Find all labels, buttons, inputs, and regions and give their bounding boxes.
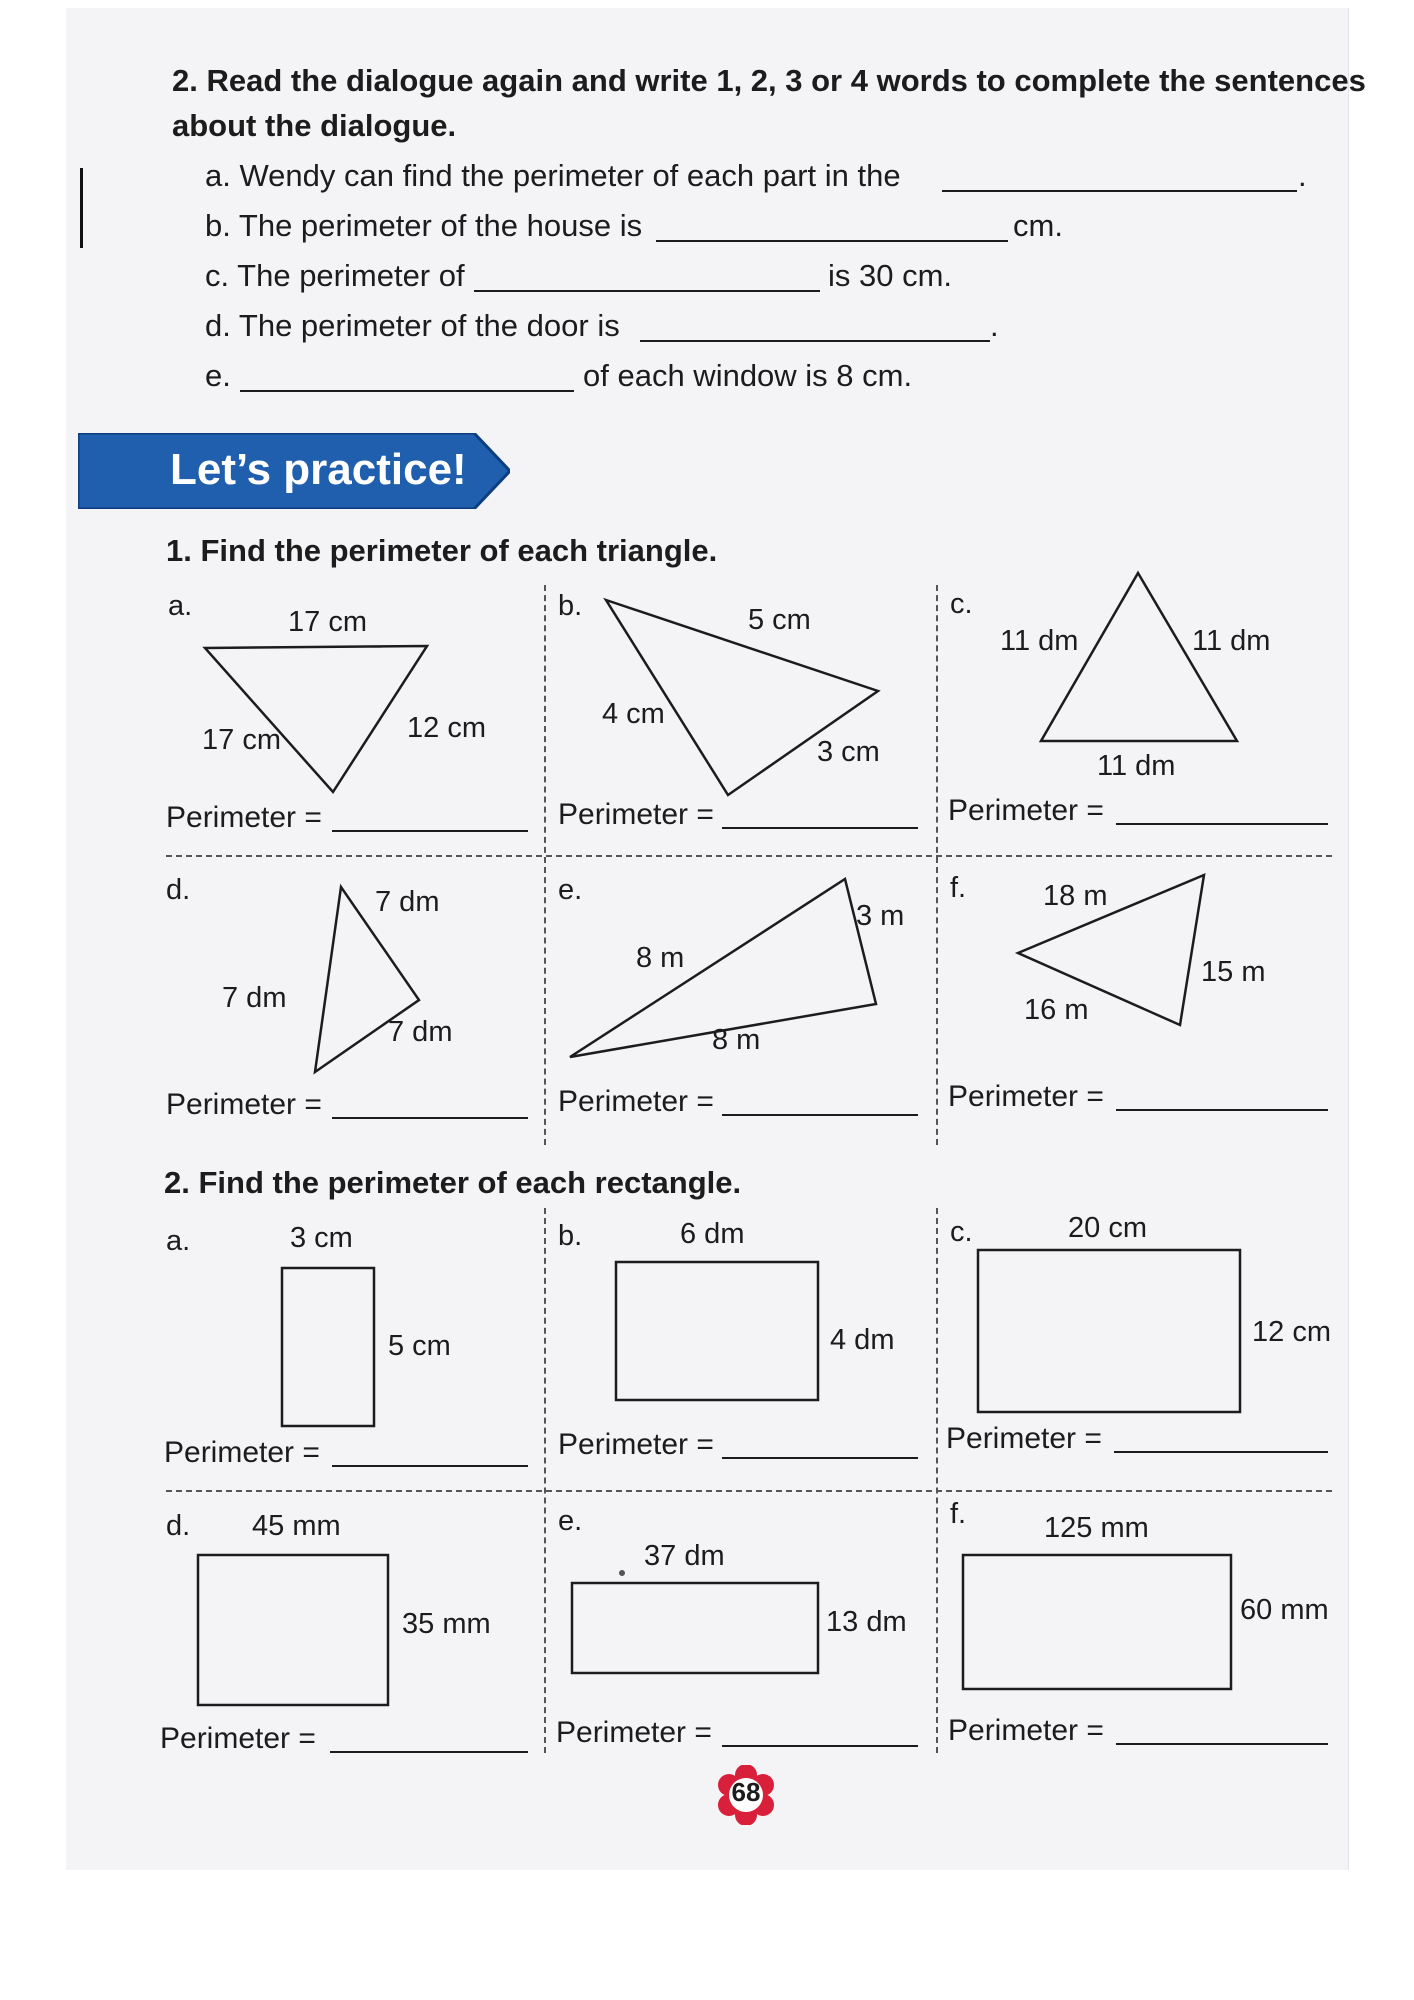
triangle-b-side-right: 3 cm [817, 736, 880, 768]
rectangle-e-letter: e. [558, 1505, 583, 1537]
rectangle-b-width: 6 dm [680, 1218, 745, 1250]
rectangle-e-perimeter-label: Perimeter = [556, 1716, 712, 1749]
triangle-b-side-left: 4 cm [602, 698, 665, 730]
triangle-a-perimeter-label: Perimeter = [166, 801, 322, 834]
triangle-c-side-right: 11 dm [1192, 625, 1271, 657]
rectangle-e-height: 13 dm [826, 1606, 907, 1638]
triangle-d-side-right: 7 dm [388, 1016, 453, 1048]
triangle-a-side-right: 12 cm [407, 712, 486, 744]
triangle-a-side-left: 17 cm [202, 724, 281, 756]
triangle-c-side-bottom: 11 dm [1097, 750, 1176, 782]
sentence-b-end: cm. [1013, 208, 1063, 243]
sentence-b-text: b. The perimeter of the house is [205, 208, 643, 243]
triangle-d-side-top: 7 dm [375, 886, 440, 918]
rectangle-f-height: 60 mm [1240, 1594, 1329, 1626]
triangle-f-perimeter-label: Perimeter = [948, 1080, 1104, 1113]
rectangle-e-width: 37 dm [644, 1540, 725, 1572]
sentence-e-text: e. [205, 358, 231, 393]
rectangle-a-answer[interactable] [332, 1465, 528, 1467]
triangle-e-side-top: 8 m [636, 942, 685, 974]
rectangle-b-letter: b. [558, 1220, 583, 1252]
triangle-e-letter: e. [558, 874, 583, 906]
practice1-title: 1. Find the perimeter of each triangle. [166, 533, 718, 568]
rectangle-a-width: 3 cm [290, 1222, 353, 1254]
triangle-a-letter: a. [168, 590, 193, 622]
rectangle-d-perimeter-label: Perimeter = [160, 1722, 316, 1755]
sentence-e-end: of each window is 8 cm. [583, 358, 913, 393]
rectangle-a-height: 5 cm [388, 1330, 451, 1362]
triangle-e-side-bottom: 8 m [712, 1024, 761, 1056]
triangle-c-perimeter-label: Perimeter = [948, 794, 1104, 827]
rectangle-f-perimeter-label: Perimeter = [948, 1714, 1104, 1747]
sentence-a-end: . [1298, 158, 1307, 193]
sentence-c-text: c. The perimeter of [205, 258, 465, 293]
rectangle-b [616, 1262, 818, 1400]
rectangle-e [572, 1583, 818, 1673]
rectangle-d-letter: d. [166, 1510, 191, 1542]
rectangle-c-answer[interactable] [1114, 1451, 1328, 1453]
exercise2-title-line2: about the dialogue. [172, 108, 457, 143]
rectangle-d [198, 1555, 388, 1705]
rectangle-b-perimeter-label: Perimeter = [558, 1428, 714, 1461]
triangle-e-perimeter-label: Perimeter = [558, 1085, 714, 1118]
sentence-a-text: a. Wendy can find the perimeter of each part in the [205, 158, 901, 193]
triangle-c-letter: c. [950, 588, 973, 620]
sentence-c-end: is 30 cm. [828, 258, 953, 293]
triangle-f-side-right: 15 m [1201, 956, 1266, 988]
rectangle-a-letter: a. [166, 1225, 191, 1257]
triangle-d-side-left: 7 dm [222, 982, 287, 1014]
rectangle-c-width: 20 cm [1068, 1212, 1147, 1244]
triangle-e-side-right: 3 m [856, 900, 905, 932]
rectangle-a-perimeter-label: Perimeter = [164, 1436, 320, 1469]
triangle-f-letter: f. [950, 872, 967, 904]
sentence-d-text: d. The perimeter of the door is [205, 308, 620, 343]
practice2-title: 2. Find the perimeter of each rectangle. [164, 1165, 742, 1200]
banner-label: Let’s practice! [170, 445, 467, 494]
rectangle-b-height: 4 dm [830, 1324, 895, 1356]
rectangle-d-answer[interactable] [330, 1751, 528, 1753]
dot-mark [619, 1570, 625, 1576]
triangle-b-side-top: 5 cm [748, 604, 811, 636]
rectangle-c [978, 1250, 1240, 1412]
triangle-d-perimeter-label: Perimeter = [166, 1088, 322, 1121]
rectangle-d-width: 45 mm [252, 1510, 341, 1542]
rectangle-e-answer[interactable] [722, 1745, 918, 1747]
rectangle-f-letter: f. [950, 1498, 967, 1530]
rectangle-c-letter: c. [950, 1216, 973, 1248]
rectangle-a [282, 1268, 374, 1426]
rectangle-b-answer[interactable] [722, 1457, 918, 1459]
rectangle-c-height: 12 cm [1252, 1316, 1331, 1348]
triangle-f-side-bottom: 16 m [1024, 994, 1089, 1026]
page-number: 68 [731, 1777, 761, 1807]
triangle-c-side-left: 11 dm [1000, 625, 1079, 657]
rectangle-d-height: 35 mm [402, 1608, 491, 1640]
triangle-b-letter: b. [558, 590, 583, 622]
rectangle-c-perimeter-label: Perimeter = [946, 1422, 1102, 1455]
rectangle-f-answer[interactable] [1116, 1743, 1328, 1745]
triangle-d-letter: d. [166, 874, 191, 906]
rectangle-f [963, 1555, 1231, 1689]
triangle-f-side-top: 18 m [1043, 880, 1108, 912]
triangle-b-perimeter-label: Perimeter = [558, 798, 714, 831]
triangle-a-side-top: 17 cm [288, 606, 367, 638]
sentence-d-end: . [990, 308, 999, 343]
rectangle-f-width: 125 mm [1044, 1512, 1149, 1544]
exercise2-title-line1: 2. Read the dialogue again and write 1, 2, 3 or 4 words to complete the sentences [172, 63, 1366, 98]
